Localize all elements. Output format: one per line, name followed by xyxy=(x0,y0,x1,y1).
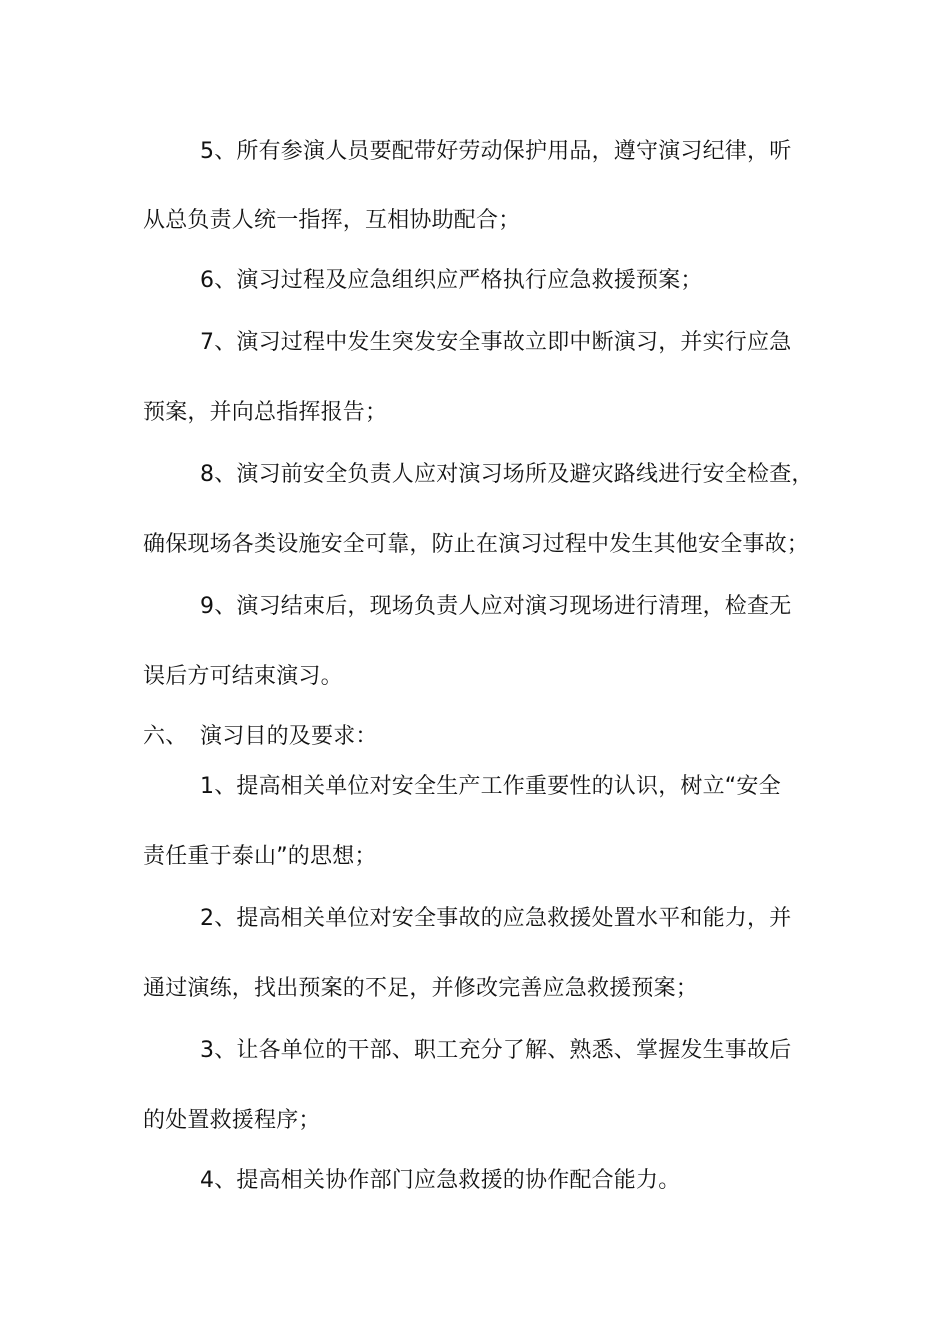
paragraph-line: 9、演习结束后，现场负责人应对演习现场进行清理，检查无 xyxy=(200,594,792,619)
paragraph-line: 6、演习过程及应急组织应严格执行应急救援预案； xyxy=(200,268,703,293)
paragraph-line: 3、让各单位的干部、职工充分了解、熟悉、掌握发生事故后 xyxy=(200,1038,792,1063)
paragraph-line: 确保现场各类设施安全可靠，防止在演习过程中发生其他安全事故； xyxy=(143,532,810,557)
paragraph-line: 的处置救援程序； xyxy=(143,1108,321,1133)
paragraph-line: 责任重于泰山”的思想； xyxy=(143,844,377,869)
paragraph-line: 2、提高相关单位对安全事故的应急救援处置水平和能力，并 xyxy=(200,906,792,931)
section-number: 六、 xyxy=(143,724,188,749)
section-heading: 演习目的及要求： xyxy=(200,724,378,749)
paragraph-line: 通过演练，找出预案的不足，并修改完善应急救援预案； xyxy=(143,976,699,1001)
paragraph-line: 7、演习过程中发生突发安全事故立即中断演习，并实行应急 xyxy=(200,330,792,355)
paragraph-line: 1、提高相关单位对安全生产工作重要性的认识，树立“安全 xyxy=(200,774,781,799)
paragraph-line: 8、演习前安全负责人应对演习场所及避灾路线进行安全检查， xyxy=(200,462,814,487)
paragraph-line: 4、提高相关协作部门应急救援的协作配合能力。 xyxy=(200,1168,681,1193)
paragraph-line: 预案，并向总指挥报告； xyxy=(143,400,388,425)
paragraph-line: 误后方可结束演习。 xyxy=(143,664,343,689)
paragraph-line: 5、所有参演人员要配带好劳动保护用品，遵守演习纪律，听 xyxy=(200,139,792,164)
paragraph-line: 从总负责人统一指挥，互相协助配合； xyxy=(143,208,521,233)
